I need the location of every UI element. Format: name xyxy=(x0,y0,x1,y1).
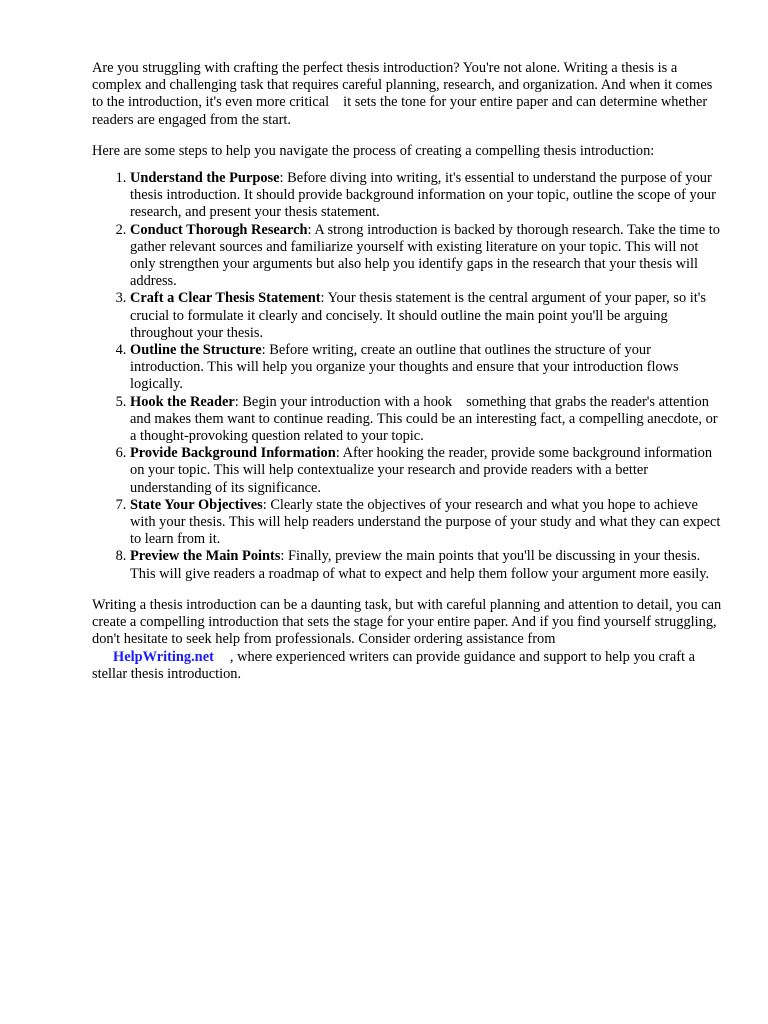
steps-lead-paragraph: Here are some steps to help you navigate the process of creating a compelling thesis introduction: xyxy=(92,142,655,159)
step-text: Clearly state the objectives of your research and what you hope to achieve with your thesis. This will help readers understand the purpose of your study and what they can expect to learn from it. xyxy=(130,496,721,548)
list-item: 4. Outline the Structure: Before writing, create an outline that outlines the structure of your introduction. This will help you organize your thoughts and ensure that your introduction flows logically. xyxy=(130,342,722,394)
step-title: Provide Background Information xyxy=(130,445,336,462)
step-title: Conduct Thorough Research xyxy=(130,221,308,238)
list-item: 5. Hook the Reader: Begin your introduction with a hook something that grabs the reader's attention and makes them want to continue reading. This could be an interesting fact, a compelling anecdote, or a thought-provoking question related to your topic. xyxy=(130,394,722,446)
step-title: Preview the Main Points xyxy=(130,548,281,565)
step-title: Craft a Clear Thesis Statement xyxy=(130,290,321,307)
step-text: A strong introduction is backed by thorough research. Take the time to gather relevant sources and familiarize yourself with existing literature on your topic. This will not only strengthen your arguments but also help you identify gaps in the research that your thesis will address. xyxy=(130,221,720,290)
helpwriting-link[interactable]: HelpWriting.net xyxy=(113,648,214,665)
closing-text-part1: Writing a thesis introduction can be a daunting task, but with careful planning and attention to detail, you can create a compelling introduction that sets the stage for your entire paper. And if you find yourself struggling, don't hesitate to seek help from professionals. Consider ordering assistance from xyxy=(92,596,722,648)
list-item: 1. Understand the Purpose: Before diving into writing, it's essential to understand the purpose of your thesis introduction. It should provide background information on your topic, outline the scope of your research, and present your thesis statement. xyxy=(130,170,722,222)
step-text: Begin your introduction with a hook xyxy=(242,393,453,410)
step-text: Your thesis statement is the central argument of your paper, so it's crucial to formulate it clearly and concisely. It should outline the main point you'll be arguing throughout your thesis. xyxy=(130,290,706,341)
list-item: 3. Craft a Clear Thesis Statement: Your thesis statement is the central argument of your paper, so it's crucial to formulate it clearly and concisely. It should outline the main point you'll be arguing throughout your thesis. xyxy=(130,290,722,342)
step-text: Before writing, create an outline that outlines the structure of your introduction. This will help you organize your thoughts and ensure that your introduction flows logically. xyxy=(130,342,679,393)
document-page xyxy=(92,60,722,683)
closing-paragraph xyxy=(92,597,722,683)
list-item: 8. Preview the Main Points: Finally, preview the main points that you'll be discussing in your thesis. This will give readers a roadmap of what to expect and help them follow your argument more easily. xyxy=(130,548,722,582)
step-text: Before diving into writing, it's essential to understand the purpose of your thesis introduction. It should provide background information on your topic, outline the scope of your research, and present your thesis statement. xyxy=(130,170,716,221)
closing-text-part2: , where experienced writers can provide guidance and support to help you craft a stellar thesis introduction. xyxy=(92,648,695,682)
step-text: Finally, preview the main points that you'll be discussing in your thesis. This will give readers a roadmap of what to expect and help them follow your argument more easily. xyxy=(130,548,710,582)
step-text: After hooking the reader, provide some background information on your topic. This will help contextualize your research and provide readers with a better understanding of its significance. xyxy=(130,445,713,496)
step-title: Outline the Structure xyxy=(130,342,262,359)
list-item: 7. State Your Objectives: Clearly state the objectives of your research and what you hope to achieve with your thesis. This will help readers understand the purpose of your study and what they can expect to learn from it. xyxy=(130,497,722,549)
step-title: State Your Objectives xyxy=(130,496,263,513)
list-item: 2. Conduct Thorough Research: A strong introduction is backed by thorough research. Take the time to gather relevant sources and familiarize yourself with existing literature on your topic. This will not only strengthen your arguments but also help you identify gaps in the research that your thesis will address. xyxy=(130,222,722,291)
list-item: 6. Provide Background Information: After hooking the reader, provide some background information on your topic. This will help contextualize your research and provide readers with a better understanding of its significance. xyxy=(130,445,722,497)
intro-text-part1: Are you struggling with crafting the perfect thesis introduction? You're not alone. Writing a thesis is a complex and challenging task that requires careful planning, research, and organization. And when it comes to the introduction, it's even more critical xyxy=(92,60,713,111)
step-title: Understand the Purpose xyxy=(130,170,280,187)
step-text: something that grabs the reader's attention and makes them want to continue reading. This could be an interesting fact, a compelling anecdote, or a thought-provoking question related to your topic. xyxy=(130,393,718,445)
intro-text-part2: it sets the tone for your entire paper and can determine whether readers are engaged from the start. xyxy=(92,94,708,128)
steps-list xyxy=(92,170,722,583)
intro-paragraph xyxy=(92,60,722,129)
step-title: Hook the Reader xyxy=(130,393,235,410)
